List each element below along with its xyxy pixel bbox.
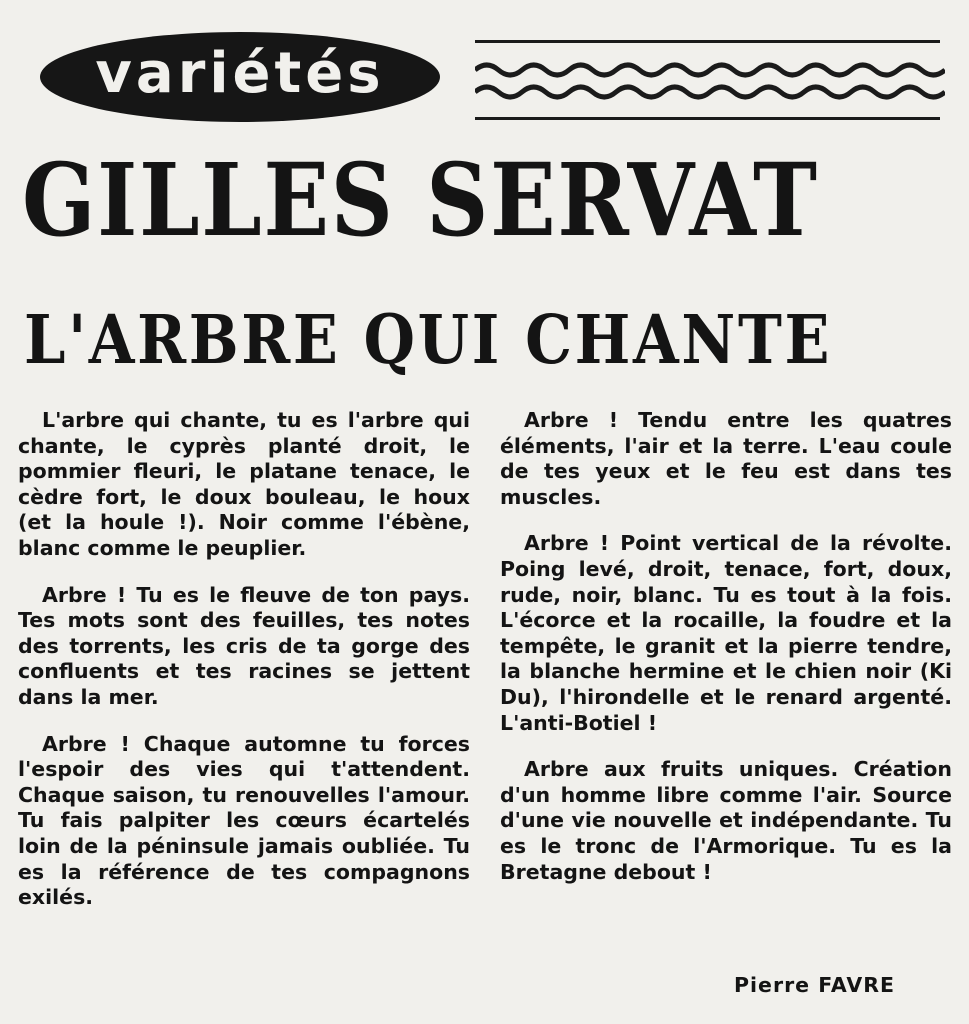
header-rule-bottom xyxy=(475,117,940,120)
wave-ornament xyxy=(475,58,945,108)
section-badge xyxy=(40,32,440,122)
paragraph: Arbre ! Chaque automne tu forces l'espoir des vies qui t'attendent. Chaque saison, tu renouvelles l'amour. Tu fais palpiter les cœurs écartelés loin de la péninsule jamais oubliée. Tu es la référence de tes compagnons exilés. xyxy=(18,731,470,910)
paragraph: Arbre aux fruits uniques. Création d'un homme libre comme l'air. Source d'une vie nouvelle et indépendante. Tu es le tronc de l'Armorique. Tu es la Bretagne debout ! xyxy=(500,757,952,884)
article-title: GILLES SERVAT xyxy=(22,141,819,259)
paragraph: Arbre ! Point vertical de la révolte. Poing levé, droit, tenace, fort, doux, rude, noir, blanc. Tu es tout à la fois. L'écorce et la rocaille, la foudre et la tempête, le granit et la pierre tendre, la blanche hermine et le chien noir (Ki Du), l'hirondelle et le renard argenté. L'anti-Botiel ! xyxy=(500,531,952,735)
header-rule-top xyxy=(475,40,940,43)
paragraph: Arbre ! Tu es le fleuve de ton pays. Tes mots sont des feuilles, tes notes des torrents, les cris de ta gorge des confluents et tes racines se jettent dans la mer. xyxy=(18,582,470,709)
author-signature: Pierre FAVRE xyxy=(734,973,895,997)
article-subtitle: L'ARBRE QUI CHANTE xyxy=(24,300,833,379)
paragraph: Arbre ! Tendu entre les quatres éléments, l'air et la terre. L'eau coule de tes yeux et le feu est dans tes muscles. xyxy=(500,408,952,509)
text-column-right xyxy=(500,408,952,906)
text-column-left xyxy=(18,408,470,932)
paragraph: L'arbre qui chante, tu es l'arbre qui chante, le cyprès planté droit, le pommier fleuri, le platane tenace, le cèdre fort, le doux bouleau, le houx (et la houle !). Noir comme l'ébène, blanc comme le peuplier. xyxy=(18,408,470,560)
section-label: variétés xyxy=(95,41,385,106)
